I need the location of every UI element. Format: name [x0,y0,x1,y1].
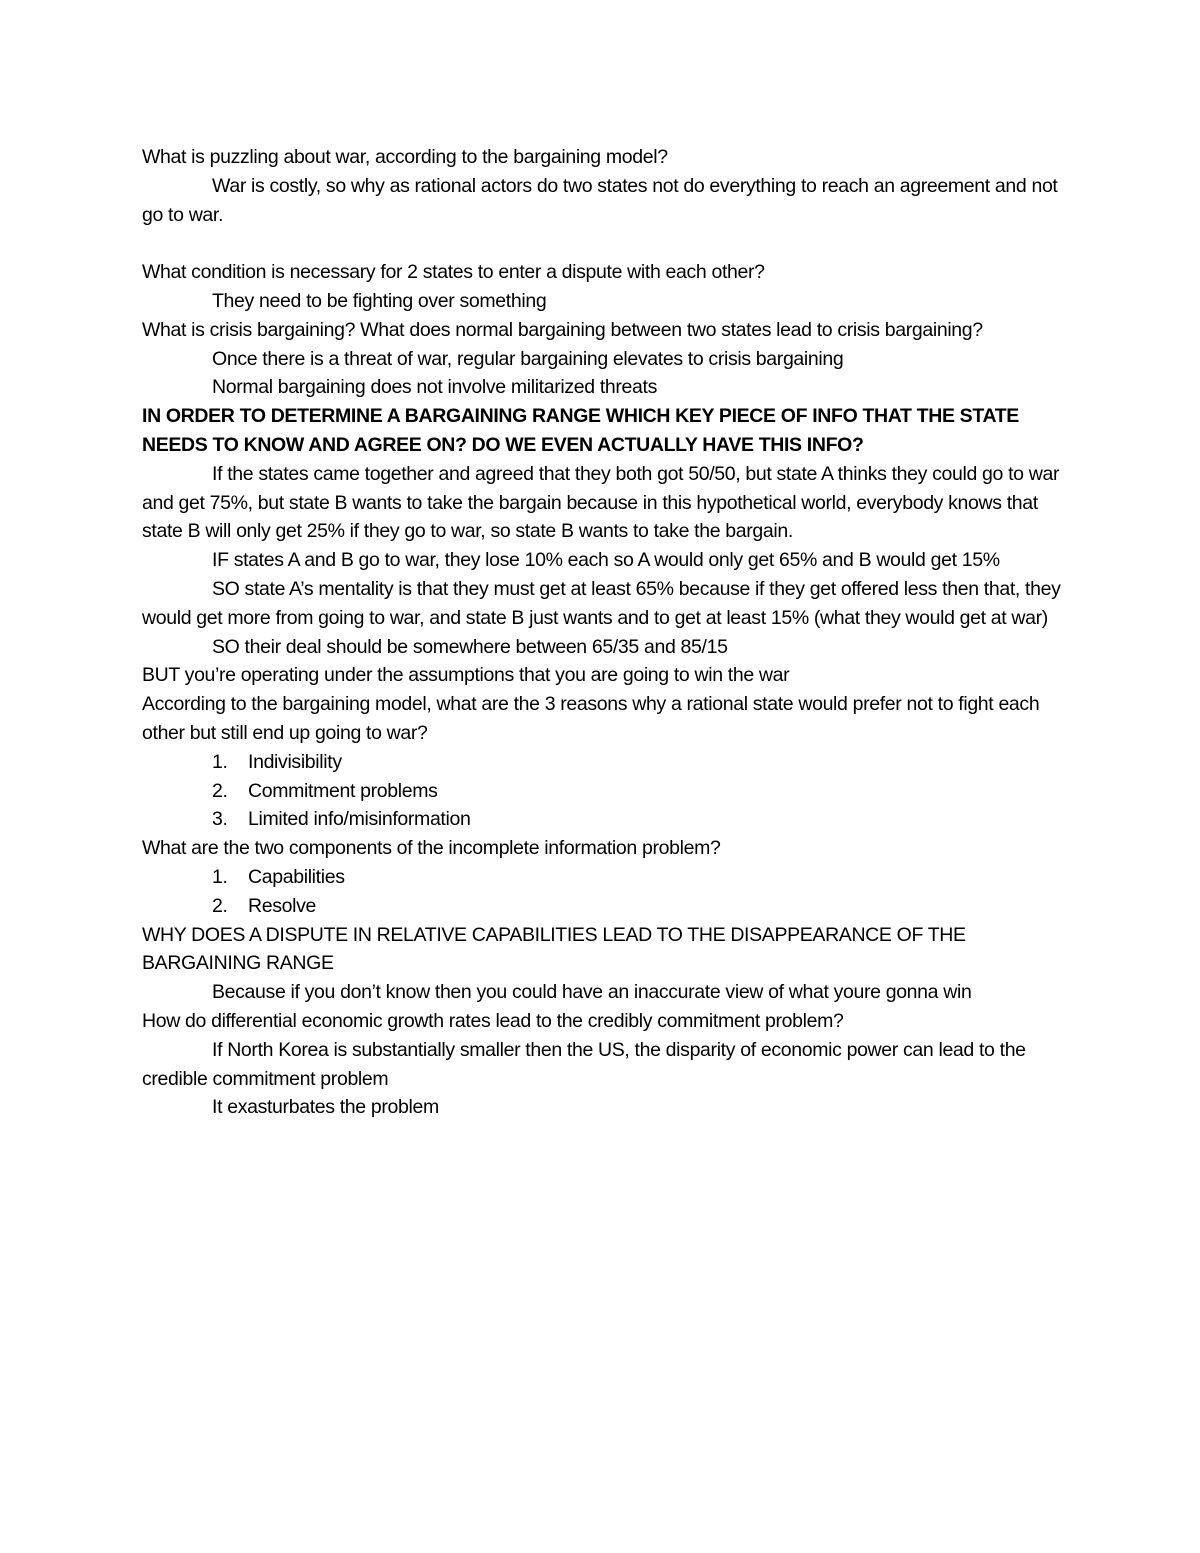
list-item [142,777,1062,806]
question-two-components: What are the two components of the incomplete information problem? [142,837,721,860]
question-three-reasons: According to the bargaining model, what are the 3 reasons why a rational state would prefer not to fight each other but still end up going to war? [142,693,1040,744]
question-crisis-bargaining: What is crisis bargaining? What does normal bargaining between two states lead to crisis bargaining? [142,318,983,341]
list-item-text: Indivisibility [248,750,342,773]
answer-economic-growth-1: If North Korea is substantially smaller then the US, the disparity of economic power can lead to the credible commitment problem [142,1038,1026,1090]
list-item-text: Resolve [248,894,316,917]
answer-bargaining-range-5: BUT you’re operating under the assumptions that you are going to win the war [142,664,790,687]
answer-puzzling-war: War is costly, so why as rational actors do two states not do everything to reach an agreement and not go to war. [142,174,1058,226]
answer-necessary-condition: They need to be fighting over something [212,289,547,312]
answer-relative-capabilities: Because if you don’t know then you could have an inaccurate view of what youre gonna win [212,981,972,1004]
list-number: 3. [212,808,228,831]
answer-crisis-bargaining-2: Normal bargaining does not involve militarized threats [212,376,657,399]
list-number: 1. [212,750,228,773]
question-economic-growth: How do differential economic growth rates lead to the credibly commitment problem? [142,1009,844,1032]
blank-line [142,229,1062,258]
answer-bargaining-range-1: If the states came together and agreed that they both got 50/50, but state A thinks they could go to war and get 75%, but state B wants to take the bargain because in this hypothetical world, everybody knows that state B will only get 25% if they go to war, so state B wants to take the bargain. [142,462,1060,543]
document-body [142,143,1062,1122]
list-item-text: Commitment problems [248,779,438,802]
answer-bargaining-range-2: IF states A and B go to war, they lose 10% each so A would only get 65% and B would get 15% [212,549,1000,572]
answer-bargaining-range-3: SO state A’s mentality is that they must get at least 65% because if they get offered less then that, they would get more from going to war, and state B just wants and to get at least 15% (what they would get at war) [142,577,1061,629]
question-bargaining-range: IN ORDER TO DETERMINE A BARGAINING RANGE WHICH KEY PIECE OF INFO THAT THE STATE NEEDS TO KNOW AND AGREE ON? DO WE EVEN ACTUALLY HAVE THIS INFO? [142,405,1019,456]
question-relative-capabilities: WHY DOES A DISPUTE IN RELATIVE CAPABILITIES LEAD TO THE DISAPPEARANCE OF THE BARGAINING RANGE [142,923,966,975]
question-necessary-condition: What condition is necessary for 2 states to enter a dispute with each other? [142,261,765,284]
answer-bargaining-range-4: SO their deal should be somewhere between 65/35 and 85/15 [212,635,728,658]
question-puzzling-war: What is puzzling about war, according to the bargaining model? [142,146,668,168]
list-item-text: Limited info/misinformation [248,808,471,831]
list-number: 1. [212,865,228,888]
answer-economic-growth-2: It exasturbates the problem [212,1096,439,1119]
list-item-text: Capabilities [248,865,345,888]
list-number: 2. [212,779,228,802]
list-item [142,748,1062,777]
list-item [142,892,1062,921]
answer-crisis-bargaining-1: Once there is a threat of war, regular bargaining elevates to crisis bargaining [212,347,844,370]
components-list [142,863,1062,921]
list-item [142,863,1062,892]
list-number: 2. [212,894,228,917]
reasons-list [142,748,1062,834]
list-item [142,805,1062,834]
